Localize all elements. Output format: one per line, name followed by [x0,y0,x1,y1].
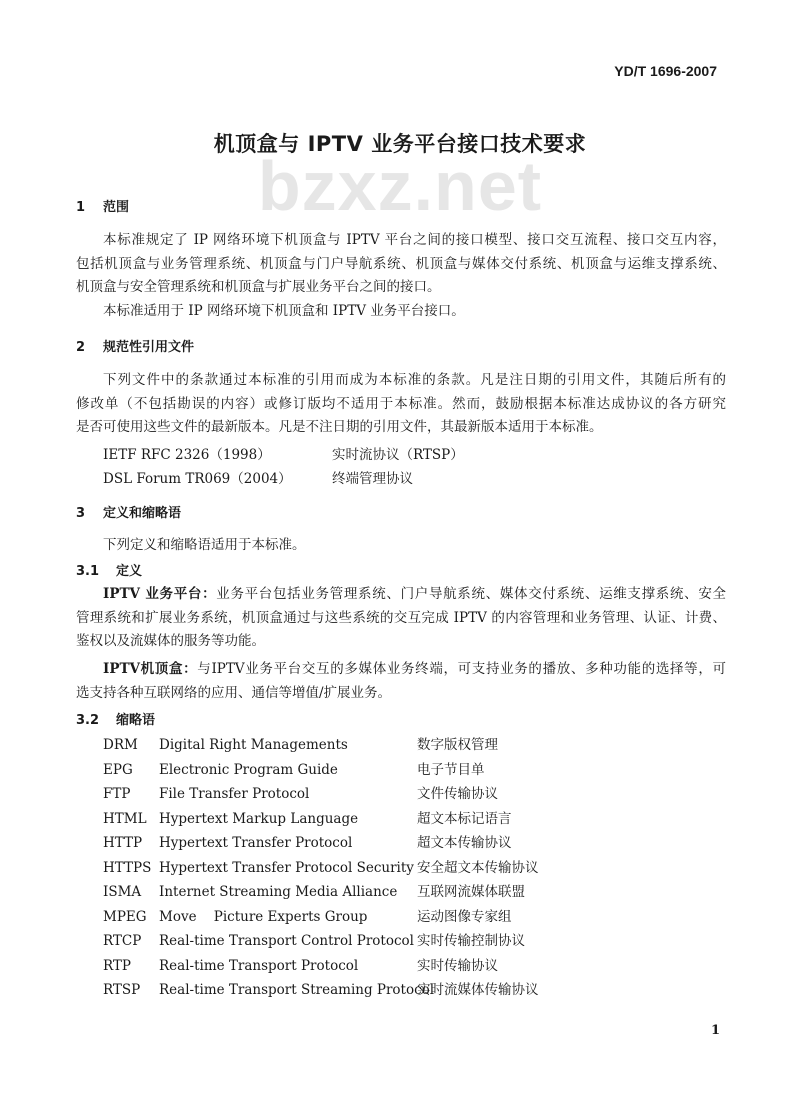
document-title: 机顶盒与 IPTV 业务平台接口技术要求 [213,132,587,156]
abbreviation-row [103,954,498,978]
reference-row [103,443,464,463]
section-title: 范围 [103,200,130,215]
abbreviation-chinese: 互联网流媒体联盟 [417,884,525,900]
abbreviation: MPEG [103,908,147,925]
watermark: bzxz.net [257,147,543,225]
text-line: 本标准适用于 IP 网络环境下机顶盒和 IPTV 业务平台接口。 [103,303,465,319]
section-title: 规范性引用文件 [103,340,195,355]
abbreviation-chinese: 数字版权管理 [417,737,498,753]
abbreviation-english: Real-time Transport Protocol [159,957,359,974]
definition-iptv-platform [76,583,726,654]
abbreviation-row [103,856,539,880]
definition-text: 业务平台包括业务管理系统、门户导航系统、媒体交付系统、运维支撑系统、安全 [216,586,727,602]
abbreviation: HTTPS [103,859,152,876]
section-3-heading [76,502,181,521]
text-line: 包括机顶盒与业务管理系统、机顶盒与门户导航系统、机顶盒与媒体交付系统、机顶盒与运维支撑系统、 [76,255,726,272]
abbreviation-english: Real-time Transport Streaming Protocol [159,982,435,998]
definition-term: IPTV机顶盒： [103,661,198,677]
standard-code: YD/T 1696-2007 [614,63,717,79]
abbreviation-chinese: 超文本传输协议 [417,835,512,851]
abbreviation-chinese: 电子节目单 [417,761,485,778]
section-1-heading [76,196,129,215]
abbreviation-english: Move Picture Experts Group [159,908,368,925]
section-3-paragraph-1 [76,534,726,558]
abbreviation-chinese: 实时传输控制协议 [417,933,525,949]
section-1-paragraph-2 [76,300,726,324]
section-number: 3.2 [76,713,100,728]
abbreviation-row [103,733,498,757]
abbreviation: FTP [103,786,131,802]
text-line: 下列文件中的条款通过本标准的引用而成为本标准的条款。凡是注日期的引用文件，其随后所有的 [103,372,726,388]
abbreviation-row [103,807,512,831]
section-3-1-heading [76,560,142,579]
abbreviation: ISMA [103,884,142,900]
text-line [76,658,726,682]
text-line: 选支持各种互联网络的应用、通信等增值/扩展业务。 [76,684,392,701]
text-line: 机顶盒与安全管理系统和机顶盒与扩展业务平台之间的接口。 [76,279,441,295]
abbreviation-row [103,880,525,904]
definition-term: IPTV 业务平台： [103,586,217,602]
section-title: 定义和缩略语 [103,506,182,521]
section-title: 定义 [116,564,143,579]
abbreviation-chinese: 文件传输协议 [417,786,498,802]
abbreviation-row [103,758,485,782]
abbreviation: RTP [103,957,132,974]
abbreviation: RTSP [103,982,141,998]
abbreviation-english: Electronic Program Guide [159,761,338,778]
section-2-heading [76,336,194,355]
abbreviation-row [103,782,498,806]
text-line: 鉴权以及流媒体的服务等功能。 [76,633,265,649]
abbreviation-english: Hypertext Markup Language [159,810,359,827]
abbreviation-english: Hypertext Transfer Protocol Security [159,859,414,876]
text-line: 管理系统和扩展业务系统，机顶盒通过与这些系统的交互完成 IPTV 的内容管理和业务管理、认证、计费、 [76,609,726,626]
abbreviation-row [103,905,512,929]
abbreviation-row [103,978,539,1002]
section-number: 3.1 [76,564,100,579]
abbreviation: HTML [103,810,147,827]
reference-code: DSL Forum TR069（2004） [103,471,292,487]
abbreviation-row [103,929,525,953]
reference-name: 实时流协议（RTSP） [332,447,464,463]
reference-name: 终端管理协议 [332,471,413,487]
abbreviation-english: File Transfer Protocol [159,786,310,802]
abbreviation-english: Hypertext Transfer Protocol [159,835,353,851]
section-title: 缩略语 [116,713,156,728]
section-number: 2 [76,340,86,355]
reference-code: IETF RFC 2326（1998） [103,447,271,463]
text-line: 修改单（不包括勘误的内容）或修订版均不适用于本标准。然而，鼓励根据本标准达成协议的各方研究 [76,395,726,412]
text-line: 本标准规定了 IP 网络环境下机顶盒与 IPTV 平台之间的接口模型、接口交互流程、接口交互内容， [103,232,726,248]
abbreviation-chinese: 超文本标记语言 [417,810,512,827]
abbreviation-chinese: 运动图像专家组 [417,908,512,925]
section-number: 1 [76,200,86,215]
page-number: 1 [710,1023,720,1038]
abbreviation-chinese: 实时传输协议 [417,957,498,974]
abbreviation: HTTP [103,835,143,851]
abbreviation: RTCP [103,933,142,949]
section-number: 3 [76,506,86,521]
abbreviation-chinese: 安全超文本传输协议 [417,859,539,876]
definition-text: 与IPTV业务平台交互的多媒体业务终端，可支持业务的播放、多种功能的选择等，可 [197,661,726,677]
abbreviation: DRM [103,737,138,753]
abbreviation-english: Digital Right Managements [159,737,348,753]
text-line: 下列定义和缩略语适用于本标准。 [103,537,306,553]
abbreviation: EPG [103,761,133,778]
abbreviation-chinese: 实时流媒体传输协议 [417,982,539,998]
abbreviation-english: Real-time Transport Control Protocol [159,933,414,949]
text-line [76,583,726,607]
text-line: 是否可使用这些文件的最新版本。凡是不注日期的引用文件，其最新版本适用于本标准。 [76,419,603,435]
section-3-2-heading [76,709,155,728]
abbreviation-english: Internet Streaming Media Alliance [159,884,398,900]
section-1-paragraph-1 [76,229,726,300]
section-2-paragraph-1 [76,369,726,440]
abbreviation-row [103,831,512,855]
definition-iptv-stb [76,658,726,705]
reference-row [103,467,413,487]
